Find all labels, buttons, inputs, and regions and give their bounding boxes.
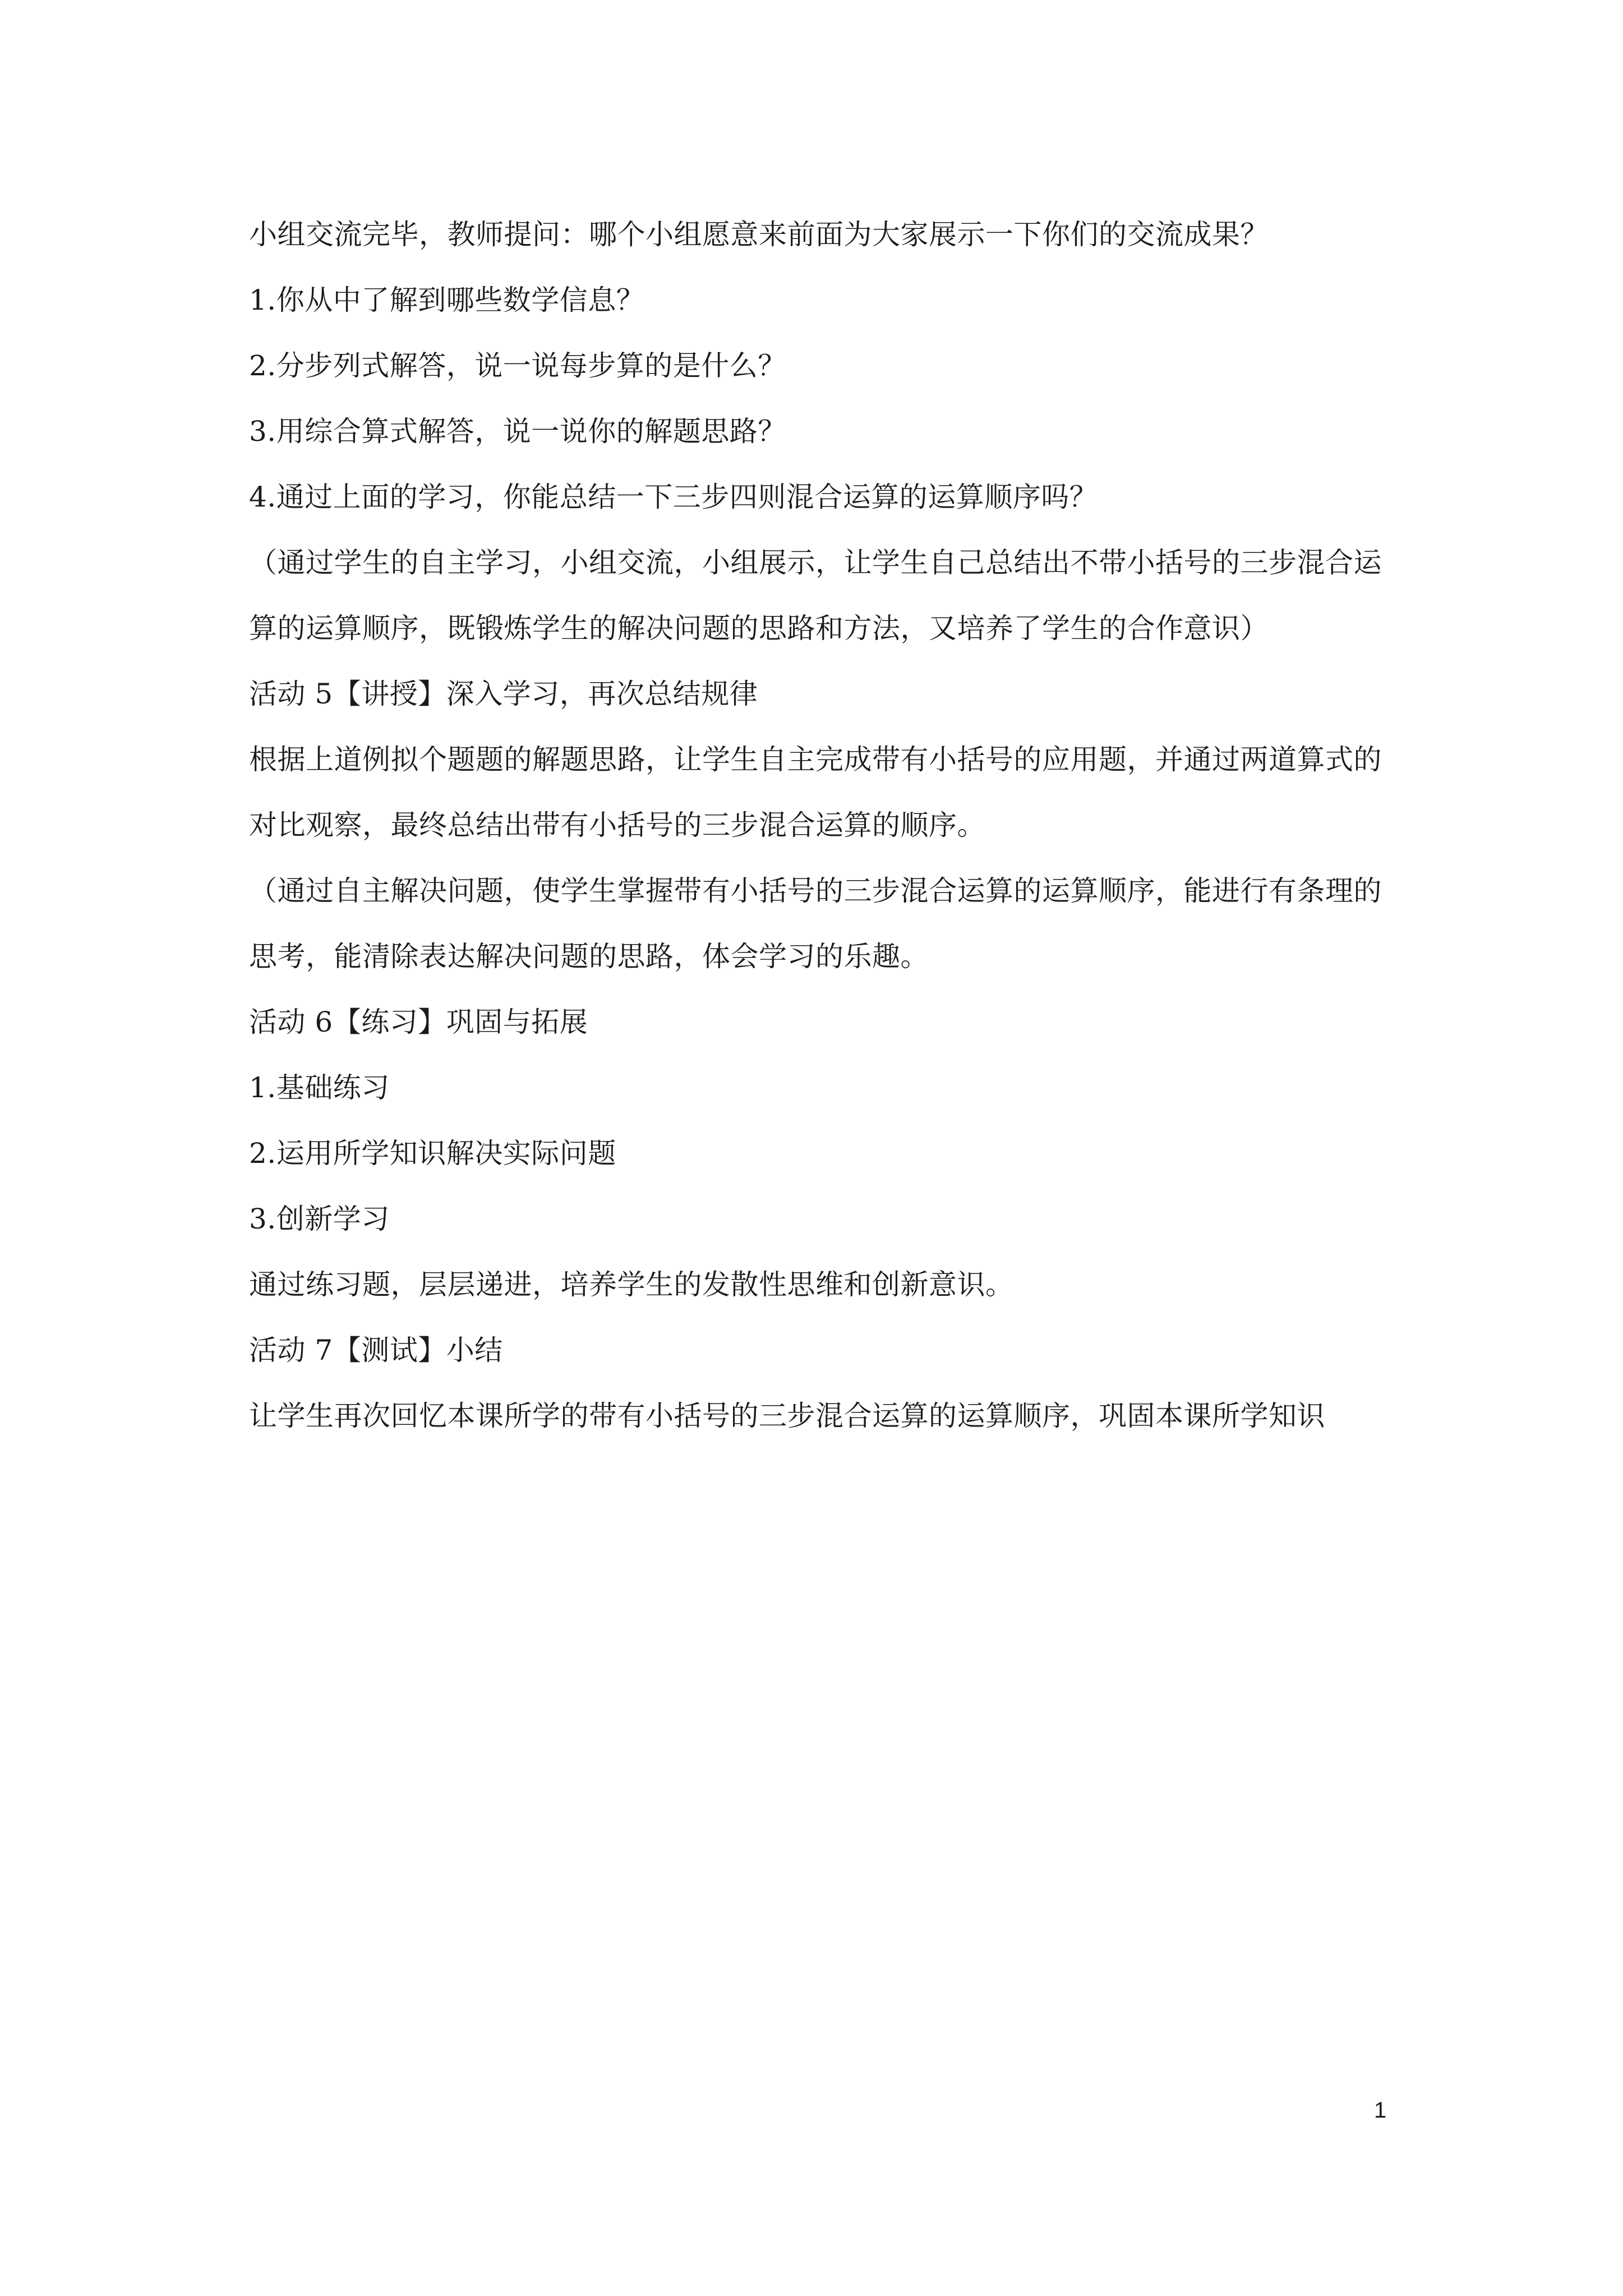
list-item: 1.基础练习 [249,1071,390,1104]
list-item: 3.创新学习 [249,1203,390,1235]
list-item: 3.用综合算式解答，说一说你的解题思路？ [249,415,786,448]
list-item: 1.你从中了解到哪些数学信息？ [249,284,645,316]
text-line: 思考，能清除表达解决问题的思路，体会学习的乐趣。 [249,940,929,973]
list-item: 2.分步列式解答，说一说每步算的是什么？ [249,349,786,382]
activity-heading: 活动 7【测试】小结 [249,1334,503,1366]
text-line: 对比观察，最终总结出带有小括号的三步混合运算的顺序。 [249,809,985,841]
text-line: （通过学生的自主学习，小组交流，小组展示，让学生自己总结出不带小括号的三步混合运 [249,546,1382,579]
list-item: 4.通过上面的学习，你能总结一下三步四则混合运算的运算顺序吗？ [249,481,1098,513]
text-line: 算的运算顺序，既锻炼学生的解决问题的思路和方法，又培养了学生的合作意识） [249,612,1269,645]
text-line: 小组交流完毕，教师提问：哪个小组愿意来前面为大家展示一下你们的交流成果？ [249,218,1269,251]
text-line: 让学生再次回忆本课所学的带有小括号的三步混合运算的运算顺序，巩固本课所学知识 [249,1400,1325,1432]
text-line: 通过练习题，层层递进，培养学生的发散性思维和创新意识。 [249,1268,1014,1301]
activity-heading: 活动 5【讲授】深入学习，再次总结规律 [249,678,758,710]
text-line: 根据上道例拟个题题的解题思路，让学生自主完成带有小括号的应用题，并通过两道算式的 [249,743,1382,776]
page-number: 1 [1374,2098,1387,2123]
document-body [249,202,1393,1449]
activity-heading: 活动 6【练习】巩固与拓展 [249,1006,588,1038]
text-line: （通过自主解决问题，使学生掌握带有小括号的三步混合运算的运算顺序，能进行有条理的 [249,875,1382,907]
list-item: 2.运用所学知识解决实际问题 [249,1137,616,1170]
